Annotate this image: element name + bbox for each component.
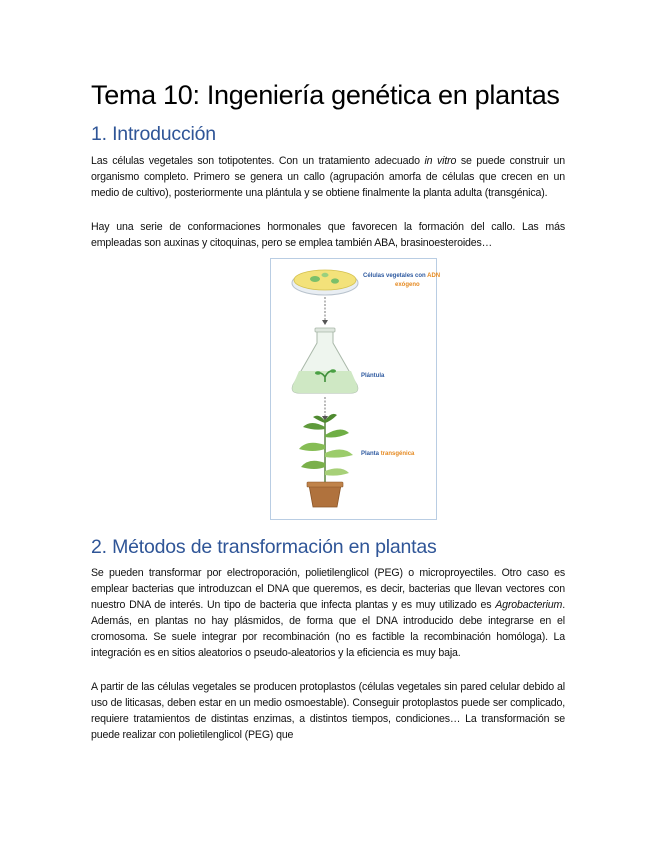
page-title: Tema 10: Ingeniería genética en plantas	[91, 80, 560, 110]
label-transgenica: transgénica	[380, 451, 415, 457]
potted-plant-icon	[299, 414, 353, 507]
paragraph-text: Las células vegetales son totipotentes. Con un tratamiento adecuado	[91, 155, 425, 167]
paragraph-metodos	[91, 566, 565, 661]
section-heading-introduccion: 1. Introducción	[91, 123, 216, 145]
label-cells	[363, 272, 440, 280]
label-exogeno: exógeno	[395, 282, 420, 288]
arrow-down-icon	[322, 297, 328, 325]
paragraph-text: . Además, en plantas no hay plásmidos, de forma que el DNA introducido debe integrarse en el cromosoma. Se suele integrar por recombinación (no es factible la recombinación homóloga). La integración es en sitios aleatorios o pseudo-aleatorios y la eficiencia es muy baja.	[91, 598, 565, 659]
figure-transgenic-plant	[270, 258, 441, 520]
paragraph-protoplastos: A partir de las células vegetales se producen protoplastos (células vegetales sin pared celular debido al uso de liticasas, deben estar en un medio osmoestable). Conseguir protoplastos puede ser complicado, requiere tratamientos de distintas enzimas, a distintos tiempos, condiciones… La transformación se puede realizar con polietilenglicol (PEG) que	[91, 681, 565, 741]
section-heading-metodos: 2. Métodos de transformación en plantas	[91, 536, 437, 558]
label-adn: ADN	[427, 273, 441, 279]
paragraph-text: Se pueden transformar por electroporación, polietilenglicol (PEG) o microproyectiles. Otro caso es emplear bacterias que introduzcan el DNA que queremos, es decir, bacterias que llevan vectores con nuestro DNA de interés. Un tipo de bacteria que infecta plantas y es muy utilizado es	[91, 567, 565, 611]
paragraph-hormonas: Hay una serie de conformaciones hormonales que favorecen la formación del callo. Las más empleadas son auxinas y citoquinas, pero se emplea también ABA, brasinoesteroides…	[91, 221, 565, 249]
figure-illustration	[271, 259, 441, 521]
label-cells-text: Células vegetales con	[363, 273, 428, 279]
label-planta-text: Planta	[361, 451, 381, 457]
flask-icon	[292, 328, 358, 393]
paragraph-totipotentes	[91, 154, 565, 202]
arrow-down-icon	[322, 397, 328, 421]
paragraph-text: se puede construir un organismo completo. Primero se genera un callo (agrupación amorfa de células que crecen en un medio de cultivo), posteriormente una plántula y se obtiene finalmente la planta adulta (transgénica).	[91, 155, 565, 199]
label-plantula: Plántula	[361, 373, 385, 379]
paragraph-italic-term: Agrobacterium	[495, 598, 563, 611]
label-planta	[361, 450, 414, 458]
petri-dish-icon	[292, 270, 358, 295]
paragraph-italic-term: in vitro	[424, 155, 457, 167]
